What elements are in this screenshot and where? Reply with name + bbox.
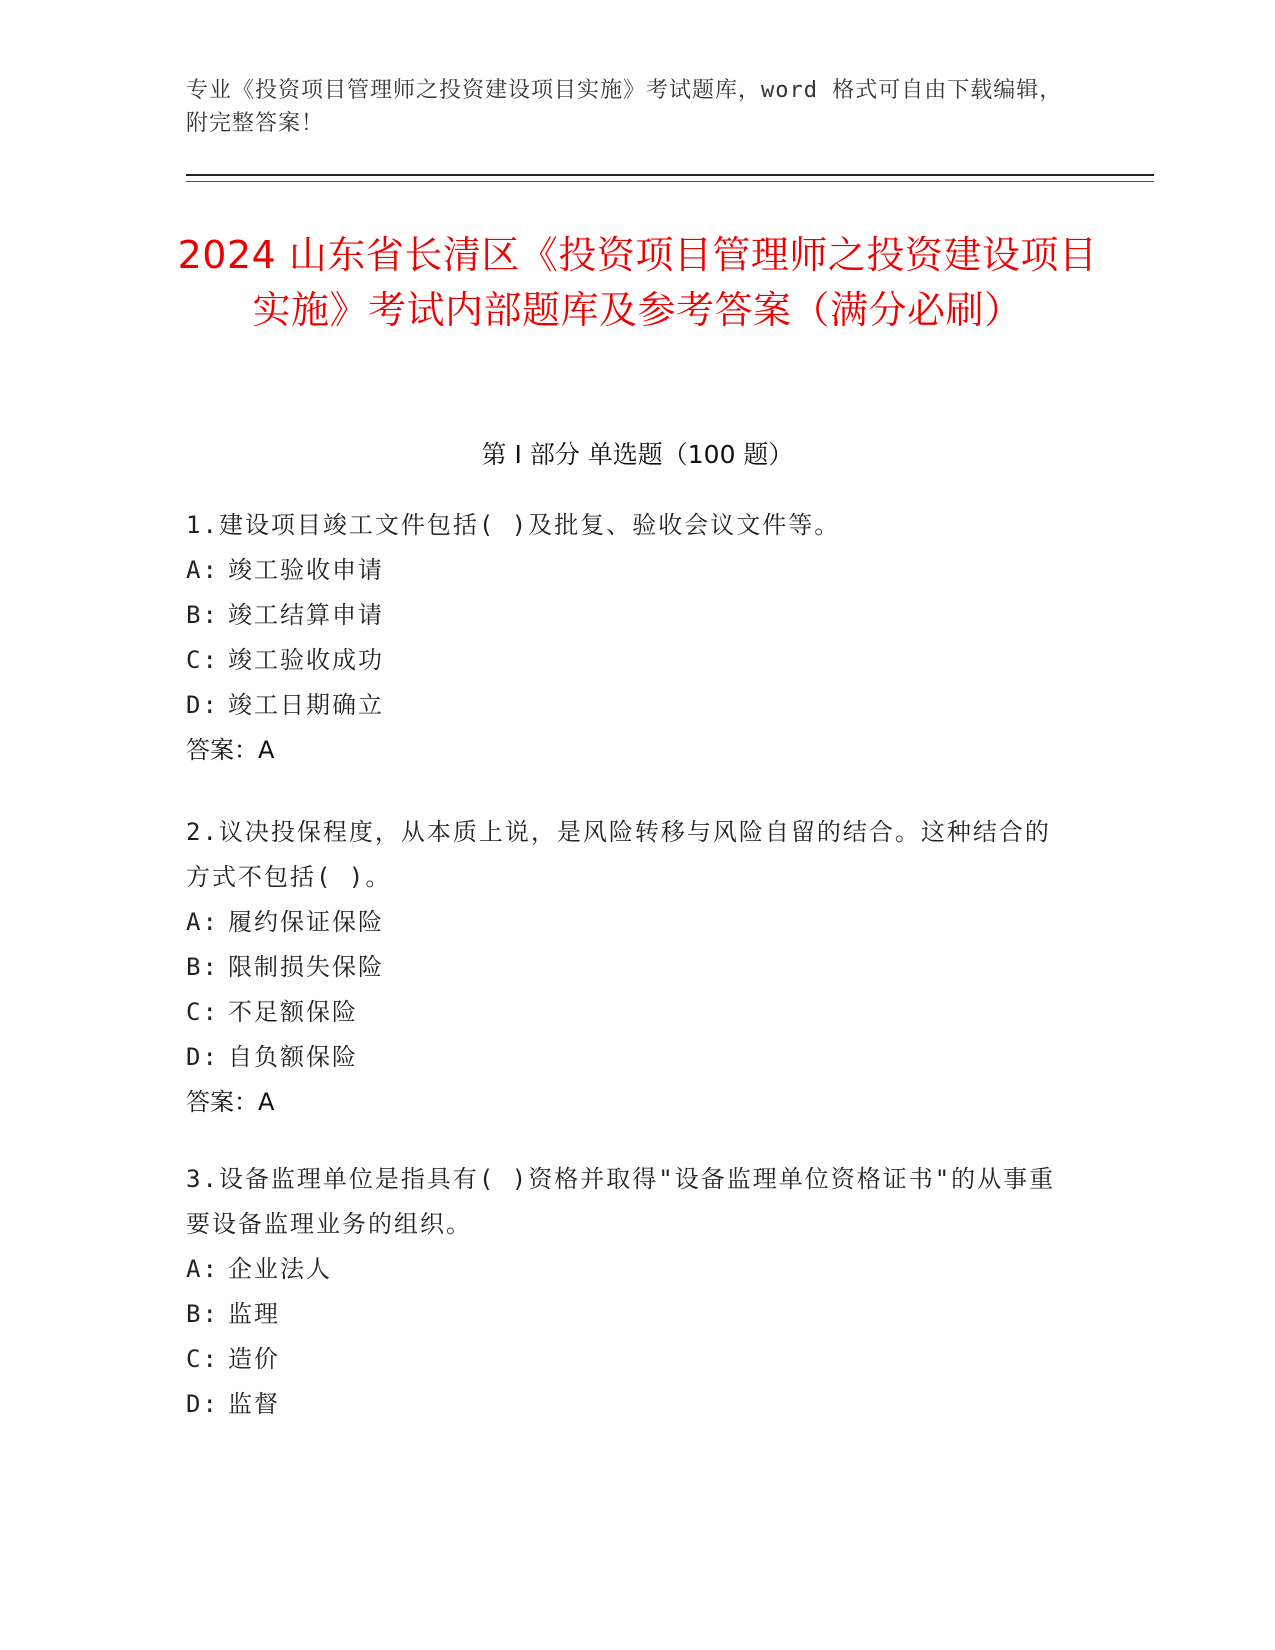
- answer-line: [186, 728, 1066, 773]
- option-key: A:: [186, 908, 219, 936]
- option-text: 竣工验收成功: [228, 646, 384, 674]
- answer-label: 答案：: [186, 736, 258, 764]
- option-key: D:: [186, 1043, 219, 1071]
- option-d: [186, 1382, 1066, 1427]
- option-d: [186, 1035, 1066, 1080]
- answer-label: 答案：: [186, 1088, 258, 1116]
- option-key: C:: [186, 998, 219, 1026]
- question-stem: 1.建设项目竣工文件包括( )及批复、验收会议文件等。: [186, 511, 841, 539]
- option-text: 监督: [228, 1390, 280, 1418]
- option-key: B:: [186, 953, 219, 981]
- option-b: [186, 945, 1066, 990]
- option-text: 监理: [228, 1300, 280, 1328]
- question-1: [186, 503, 1066, 773]
- option-key: C:: [186, 1345, 219, 1373]
- header-note: 专业《投资项目管理师之投资建设项目实施》考试题库，word 格式可自由下载编辑，附完整答案！: [186, 78, 1063, 136]
- option-key: D:: [186, 1390, 219, 1418]
- answer-value: A: [258, 1088, 275, 1116]
- option-text: 企业法人: [228, 1255, 332, 1283]
- header-rule-thin: [186, 181, 1154, 182]
- option-text: 竣工验收申请: [228, 556, 384, 584]
- option-text: 竣工结算申请: [228, 601, 384, 629]
- option-key: C:: [186, 646, 219, 674]
- question-2: [186, 810, 1066, 1125]
- option-c: [186, 990, 1066, 1035]
- answer-line: [186, 1080, 1066, 1125]
- answer-value: A: [258, 736, 275, 764]
- option-b: [186, 1292, 1066, 1337]
- option-text: 造价: [228, 1345, 280, 1373]
- option-a: [186, 548, 1066, 593]
- option-text: 竣工日期确立: [228, 691, 384, 719]
- option-text: 不足额保险: [228, 998, 358, 1026]
- option-a: [186, 1247, 1066, 1292]
- question-3: [186, 1157, 1066, 1427]
- option-c: [186, 638, 1066, 683]
- option-c: [186, 1337, 1066, 1382]
- question-stem: 2.议决投保程度，从本质上说，是风险转移与风险自留的结合。这种结合的方式不包括( )。: [186, 818, 1051, 891]
- option-text: 自负额保险: [228, 1043, 358, 1071]
- option-b: [186, 593, 1066, 638]
- option-key: B:: [186, 1300, 219, 1328]
- option-key: B:: [186, 601, 219, 629]
- section-heading: 第 I 部分 单选题（100 题）: [481, 440, 794, 469]
- option-text: 限制损失保险: [228, 953, 384, 981]
- option-key: A:: [186, 1255, 219, 1283]
- header-rule-thick: [186, 174, 1154, 176]
- option-key: A:: [186, 556, 219, 584]
- option-key: D:: [186, 691, 219, 719]
- option-text: 履约保证保险: [228, 908, 384, 936]
- option-a: [186, 900, 1066, 945]
- document-title: 2024 山东省长清区《投资项目管理师之投资建设项目实施》考试内部题库及参考答案（满分必刷）: [177, 233, 1098, 332]
- question-stem: 3.设备监理单位是指具有( )资格并取得"设备监理单位资格证书"的从事重要设备监理业务的组织。: [186, 1165, 1056, 1238]
- option-d: [186, 683, 1066, 728]
